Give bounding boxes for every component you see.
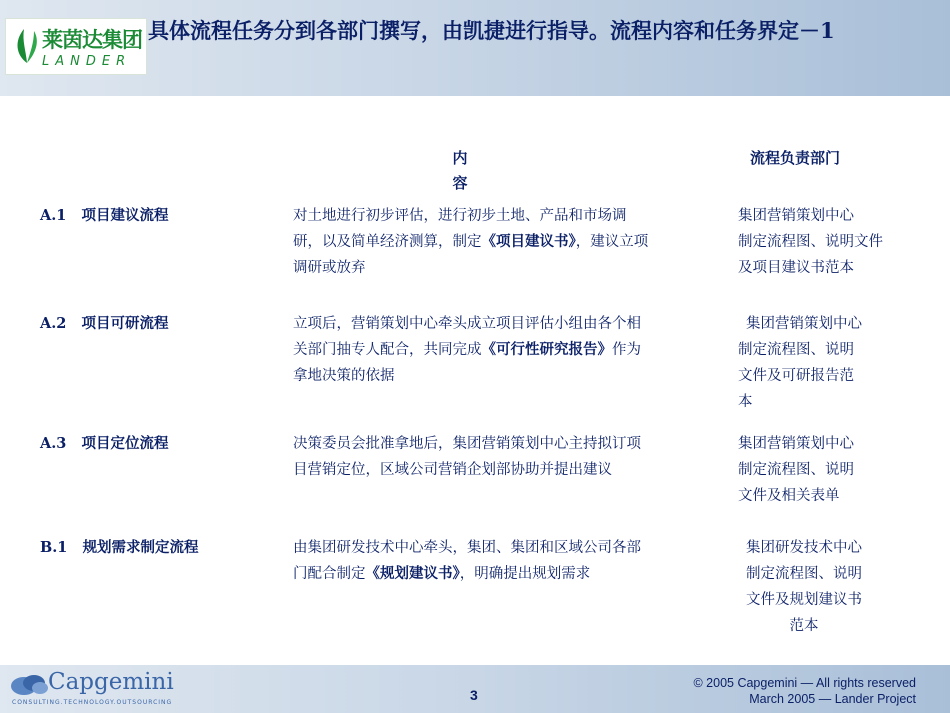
dept-column-header: 流程负责部门 (750, 149, 841, 167)
capgemini-logo (10, 669, 174, 709)
process-row-label (40, 203, 169, 229)
process-name: 项目可研流程 (81, 315, 169, 332)
content-header-line1: 内 (452, 149, 468, 167)
process-name: 项目建议流程 (81, 207, 169, 224)
copyright (693, 675, 916, 707)
lander-logo (5, 18, 147, 75)
header-banner (0, 0, 950, 96)
dept-line: 集团研发技术中心 (746, 540, 862, 556)
process-content (293, 311, 653, 389)
logo-chinese-text: 莱茵达集团 (42, 28, 142, 52)
content-document-name: 《可行性研究报告》 (481, 341, 612, 358)
content-document-name: 《项目建议书》 (481, 233, 576, 250)
process-dept (738, 311, 862, 415)
content-text: 立项后，营销策划中心牵头成立项目评估小组由各个相关部门抽专人配合，共同完成 (293, 316, 641, 358)
dept-line: 本 (738, 394, 753, 410)
content-text-tail: ，建议立项调研或放弃 (293, 234, 649, 276)
process-content (293, 535, 653, 587)
process-row-label (40, 535, 199, 561)
content-text-tail: ，明确提出规划需求 (459, 566, 591, 582)
dept-line: 制定流程图、说明文件 (738, 234, 883, 250)
process-dept (746, 535, 862, 639)
process-id: A.1 (40, 207, 67, 224)
page-number: 3 (470, 687, 478, 703)
process-id: A.3 (40, 435, 67, 452)
dept-line: 制定流程图、说明 (738, 462, 854, 478)
content-text: 由集团研发技术中心牵头，集团、集团和区域公司各部门配合制定 (293, 540, 641, 582)
process-dept (738, 203, 883, 281)
dept-line: 集团营销策划中心 (746, 316, 862, 332)
content-column-header (450, 146, 470, 196)
process-row-label (40, 311, 169, 337)
dept-line: 集团营销策划中心 (738, 208, 854, 224)
spade-cloud-icon (10, 672, 50, 698)
content-header-line2: 容 (452, 174, 468, 192)
process-dept (738, 431, 854, 509)
process-content (293, 431, 653, 483)
capgemini-tagline: CONSULTING.TECHNOLOGY.OUTSOURCING (12, 699, 173, 706)
leaf-logo-icon (12, 25, 42, 65)
content-text: 决策委员会批准拿地后，集团营销策划中心主持拟订项目营销定位，区域公司营销企划部协助并提出建议 (293, 436, 641, 478)
project-line: March 2005 — Lander Project (749, 692, 916, 706)
content-document-name: 《规划建议书》 (365, 565, 460, 582)
process-row-label (40, 431, 169, 457)
capgemini-wordmark: Capgemini (48, 669, 174, 695)
page-title: 具体流程任务分到各部门撰写，由凯捷进行指导。流程内容和任务界定－1 (148, 18, 835, 43)
process-id: A.2 (40, 315, 67, 332)
copyright-line: © 2005 Capgemini — All rights reserved (693, 676, 916, 690)
dept-line: 集团营销策划中心 (738, 436, 854, 452)
footer-banner (0, 665, 950, 713)
dept-line: 文件及规划建议书 (746, 592, 862, 608)
process-name: 规划需求制定流程 (82, 539, 199, 556)
process-name: 项目定位流程 (81, 435, 169, 452)
content-text: 对土地进行初步评估，进行初步土地、产品和市场调研，以及简单经济测算，制定 (293, 208, 627, 250)
content-text-tail: 作为拿地决策的依据 (293, 342, 641, 384)
dept-line: 文件及相关表单 (738, 488, 840, 504)
process-content (293, 203, 653, 281)
logo-english-text: LANDER (42, 54, 132, 69)
process-id: B.1 (40, 539, 68, 556)
dept-line: 文件及可研报告范 (738, 368, 854, 384)
dept-line: 及项目建议书范本 (738, 260, 854, 276)
dept-line: 制定流程图、说明 (746, 566, 862, 582)
dept-line: 制定流程图、说明 (738, 342, 854, 358)
dept-line: 范本 (789, 618, 819, 634)
